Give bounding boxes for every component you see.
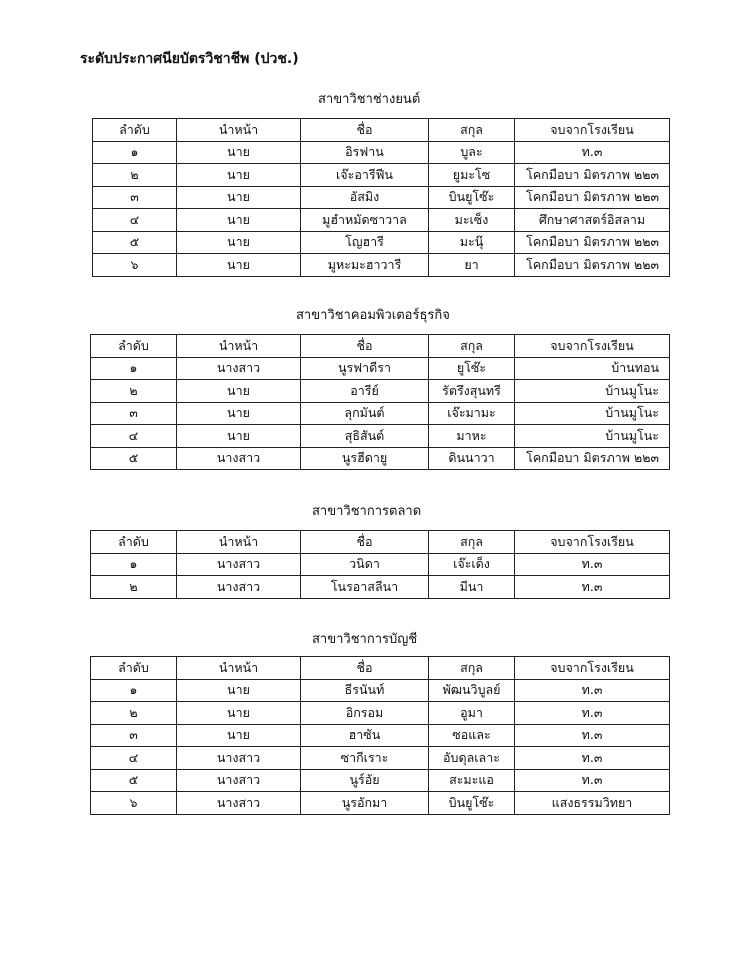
last-name-cell: ยูมะโซ (429, 164, 515, 187)
table-row (93, 186, 670, 209)
school-cell: ศึกษาศาสตร์อิสลาม (515, 209, 670, 232)
prefix-cell: นาย (177, 425, 301, 448)
first-name-cell: ซากีเราะ (301, 747, 429, 770)
school-cell: ท.๓ (515, 747, 670, 770)
table-row (93, 164, 670, 187)
order-cell: ๔ (91, 425, 177, 448)
table-row (91, 402, 670, 425)
prefix-cell: นางสาว (177, 769, 301, 792)
school-cell: โคกมือบา มิตรภาพ ๒๒๓ (515, 186, 670, 209)
table-row (91, 769, 670, 792)
prefix-cell: นางสาว (177, 576, 301, 599)
school-cell: ท.๓ (515, 553, 670, 576)
table-row (91, 702, 670, 725)
last-name-cell: เจ๊ะเด็ง (429, 553, 515, 576)
first-name-cell: นูรอักมา (301, 792, 429, 815)
column-header-school: จบจากโรงเรียน (515, 119, 670, 142)
prefix-cell: นางสาว (177, 747, 301, 770)
prefix-cell: นางสาว (177, 357, 301, 380)
column-header-first-name: ชื่อ (301, 119, 429, 142)
order-cell: ๔ (93, 209, 177, 232)
last-name-cell: บูละ (429, 141, 515, 164)
last-name-cell: เจ๊ะมามะ (429, 402, 515, 425)
first-name-cell: ลุกมันต์ (301, 402, 429, 425)
last-name-cell: พัฒนวิบูลย์ (429, 679, 515, 702)
order-cell: ๒ (91, 702, 177, 725)
first-name-cell: โญฮารี (301, 231, 429, 254)
first-name-cell: เจ๊ะอารีฟีน (301, 164, 429, 187)
table-row (91, 792, 670, 815)
order-cell: ๖ (93, 254, 177, 277)
roster-table (90, 334, 670, 470)
last-name-cell: มีนา (429, 576, 515, 599)
prefix-cell: นาย (177, 141, 301, 164)
school-cell: โคกมือบา มิตรภาพ ๒๒๓ (515, 164, 670, 187)
prefix-cell: นาย (177, 209, 301, 232)
prefix-cell: นาย (177, 186, 301, 209)
order-cell: ๓ (93, 186, 177, 209)
table-row (91, 357, 670, 380)
column-header-first-name: ชื่อ (301, 531, 429, 554)
last-name-cell: บินยูโซ๊ะ (429, 792, 515, 815)
order-cell: ๑ (91, 357, 177, 380)
column-header-school: จบจากโรงเรียน (515, 657, 670, 680)
table-row (91, 576, 670, 599)
order-cell: ๑ (91, 553, 177, 576)
table-row (93, 231, 670, 254)
order-cell: ๑ (93, 141, 177, 164)
last-name-cell: รัตรึงสุนทรี (429, 380, 515, 403)
school-cell: บ้านมูโนะ (515, 425, 670, 448)
school-cell: โคกมือบา มิตรภาพ ๒๒๓ (515, 254, 670, 277)
prefix-cell: นาย (177, 402, 301, 425)
prefix-cell: นางสาว (177, 447, 301, 470)
school-cell: บ้านทอน (515, 357, 670, 380)
column-header-order: ลำดับ (91, 335, 177, 358)
order-cell: ๒ (91, 576, 177, 599)
first-name-cell: วนิดา (301, 553, 429, 576)
column-header-last-name: สกุล (429, 531, 515, 554)
table-row (91, 425, 670, 448)
table-row (91, 747, 670, 770)
last-name-cell: มะนุ๊ (429, 231, 515, 254)
first-name-cell: นูร์อัย (301, 769, 429, 792)
table-row (91, 553, 670, 576)
column-header-prefix: นำหน้า (177, 119, 301, 142)
order-cell: ๖ (91, 792, 177, 815)
prefix-cell: นาย (177, 380, 301, 403)
order-cell: ๒ (93, 164, 177, 187)
prefix-cell: นางสาว (177, 553, 301, 576)
prefix-cell: นางสาว (177, 792, 301, 815)
table-row (91, 447, 670, 470)
order-cell: ๕ (91, 447, 177, 470)
order-cell: ๔ (91, 747, 177, 770)
first-name-cell: มูหะมะฮาวารี (301, 254, 429, 277)
table-header-row (91, 335, 670, 358)
table-row (93, 209, 670, 232)
last-name-cell: ยูโซ๊ะ (429, 357, 515, 380)
school-cell: บ้านมูโนะ (515, 380, 670, 403)
first-name-cell: อัสมิง (301, 186, 429, 209)
column-header-school: จบจากโรงเรียน (515, 531, 670, 554)
column-header-order: ลำดับ (91, 531, 177, 554)
last-name-cell: อูมา (429, 702, 515, 725)
first-name-cell: อิกรอม (301, 702, 429, 725)
last-name-cell: สะมะแอ (429, 769, 515, 792)
last-name-cell: ซอและ (429, 724, 515, 747)
first-name-cell: สุธิสันต์ (301, 425, 429, 448)
column-header-last-name: สกุล (429, 119, 515, 142)
roster-table (90, 530, 670, 599)
last-name-cell: ดินนาวา (429, 447, 515, 470)
order-cell: ๒ (91, 380, 177, 403)
table-row (93, 141, 670, 164)
last-name-cell: อับดุลเลาะ (429, 747, 515, 770)
last-name-cell: บินยูโซ๊ะ (429, 186, 515, 209)
prefix-cell: นาย (177, 164, 301, 187)
page-title: ระดับประกาศนียบัตรวิชาชีพ (ปวช.) (80, 51, 299, 67)
table-row (93, 254, 670, 277)
first-name-cell: นูรฮีดายู (301, 447, 429, 470)
column-header-first-name: ชื่อ (301, 657, 429, 680)
roster-table (90, 656, 670, 815)
first-name-cell: ธีรนันท์ (301, 679, 429, 702)
table-header-row (93, 119, 670, 142)
prefix-cell: นาย (177, 254, 301, 277)
school-cell: ท.๓ (515, 141, 670, 164)
table-header-row (91, 657, 670, 680)
column-header-first-name: ชื่อ (301, 335, 429, 358)
section-title: สาขาวิชาช่างยนต์ (318, 92, 421, 107)
column-header-prefix: นำหน้า (177, 657, 301, 680)
column-header-prefix: นำหน้า (177, 531, 301, 554)
section-title: สาขาวิชาการตลาด (312, 504, 422, 519)
last-name-cell: มะเซ็ง (429, 209, 515, 232)
first-name-cell: ฮาซัน (301, 724, 429, 747)
school-cell: ท.๓ (515, 724, 670, 747)
order-cell: ๕ (91, 769, 177, 792)
column-header-order: ลำดับ (91, 657, 177, 680)
column-header-order: ลำดับ (93, 119, 177, 142)
order-cell: ๓ (91, 724, 177, 747)
table-header-row (91, 531, 670, 554)
first-name-cell: อิรฟาน (301, 141, 429, 164)
order-cell: ๑ (91, 679, 177, 702)
first-name-cell: มูฮำหมัดซาวาล (301, 209, 429, 232)
school-cell: ท.๓ (515, 576, 670, 599)
prefix-cell: นาย (177, 724, 301, 747)
column-header-last-name: สกุล (429, 657, 515, 680)
school-cell: ท.๓ (515, 679, 670, 702)
table-row (91, 724, 670, 747)
first-name-cell: นูรฟาดีรา (301, 357, 429, 380)
school-cell: บ้านมูโนะ (515, 402, 670, 425)
section-title: สาขาวิชาการบัญชี (312, 632, 418, 647)
table-row (91, 679, 670, 702)
order-cell: ๓ (91, 402, 177, 425)
section-title: สาขาวิชาคอมพิวเตอร์ธุรกิจ (296, 308, 450, 323)
table-row (91, 380, 670, 403)
column-header-last-name: สกุล (429, 335, 515, 358)
roster-table (92, 118, 670, 277)
column-header-prefix: นำหน้า (177, 335, 301, 358)
last-name-cell: มาหะ (429, 425, 515, 448)
first-name-cell: โนรอาสลีนา (301, 576, 429, 599)
first-name-cell: อารีย์ (301, 380, 429, 403)
last-name-cell: ยา (429, 254, 515, 277)
column-header-school: จบจากโรงเรียน (515, 335, 670, 358)
prefix-cell: นาย (177, 231, 301, 254)
school-cell: ท.๓ (515, 769, 670, 792)
school-cell: โคกมือบา มิตรภาพ ๒๒๓ (515, 231, 670, 254)
school-cell: ท.๓ (515, 702, 670, 725)
school-cell: แสงธรรมวิทยา (515, 792, 670, 815)
order-cell: ๕ (93, 231, 177, 254)
prefix-cell: นาย (177, 679, 301, 702)
prefix-cell: นาย (177, 702, 301, 725)
school-cell: โคกมือบา มิตรภาพ ๒๒๓ (515, 447, 670, 470)
